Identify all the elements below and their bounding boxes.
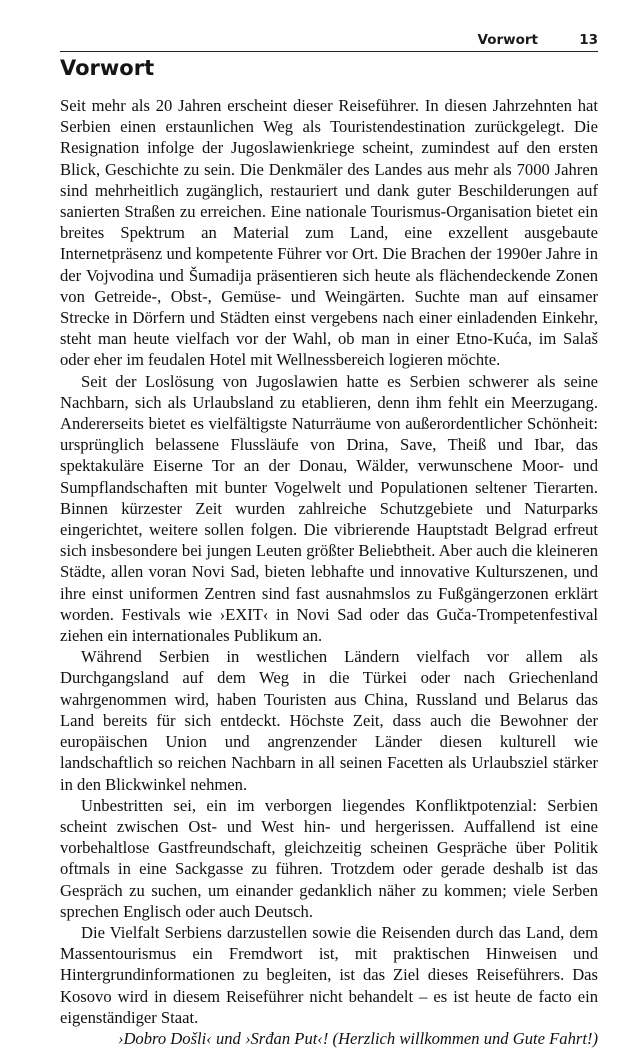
paragraph-transit: Während Serbien in westlichen Ländern vielfach vor allem als Durchgangsland auf dem Weg in die Türkei oder nach Griechenland wahrgenommen wird, haben Touristen aus China, Russland und Belarus das Land bereits für sich entdeckt. Höchste Zeit, dass auch die Bewohner der europäischen Union und angrenzender Länder diesen kulturell wie landschaftlich so reichen Nachbarn in all seinen Facetten als Urlaubsziel stärker in den Blickwinkel nehmen.: [60, 647, 598, 794]
page-number: 13: [579, 32, 598, 48]
closing-line: ›Dobro Došli‹ und ›Srđan Put‹! (Herzlich willkommen und Gute Fahrt!): [117, 1028, 598, 1048]
paragraph-purpose: Die Vielfalt Serbiens darzustellen sowie die Reisenden durch das Land, dem Massentourismus ein Fremdwort ist, mit praktischen Hinweisen und Hintergrundinformationen zu begleiten, ist das Ziel dieses Reiseführers. Das Kosovo wird in diesem Reiseführer nicht behandelt – es ist heute de facto ein eigenständiger Staat.: [60, 922, 598, 1027]
paragraph-intro: Seit mehr als 20 Jahren erscheint dieser Reiseführer. In diesen Jahrzehnten hat Serbien einen erstaunlichen Weg als Touristendestination zurückgelegt. Die Resignation infolge der Jugoslawienkriege scheint, zumindest auf den ersten Blick, Geschichte zu sein. Die Denkmäler des Landes aus mehr als 7000 Jahren sind mehrheitlich zugänglich, restauriert und dank guter Beschilderungen auf sanierten Straßen zu erreichen. Eine nationale Tourismus-Organisation bietet ein breites Spektrum an Material zum Land, eine exzellent ausgebaute Internetpräsenz und kompetente Führer vor Ort. Die Brachen der 1990er Jahre in der Vojvodina und Šumadija präsentieren sich heute als flächendeckende Zonen von Getreide-, Obst-, Gemüse- und Weingärten. Suchte man auf einsamer Strecke in Dörfern und Städten einst vergebens nach einer einladenden Einkehr, steht man heute vielfach vor der Wahl, ob man in einer Etno-Kuća, im Salaš oder eher im feudalen Hotel mit Wellnessbereich logieren möchte.: [60, 96, 598, 370]
header-rule: [60, 51, 598, 52]
running-head-title: Vorwort: [477, 32, 538, 48]
paragraph-nature: Seit der Loslösung von Jugoslawien hatte es Serbien schwerer als seine Nachbarn, sich als Urlaubsland zu etablieren, denn ihm fehlt ein Meerzugang. Andererseits bietet es vielfältigste Naturräume von außerordentlicher Schönheit: ursprünglich belassene Flussläufe von Drina, Save, Theiß und Ibar, das spektakuläre Eiserne Tor an der Donau, Wälder, verwunschene Moor- und Sumpflandschaften mit bunter Vogelwelt und Populationen seltener Tierarten. Binnen kürzester Zeit wurden zahlreiche Schutzgebiete und Naturparks eingerichtet, weitere sollen folgen. Die vibrierende Hauptstadt Belgrad erfreut sich insbesondere bei jungen Leuten größter Beliebtheit. Aber auch die kleineren Städte, allen voran Novi Sad, bieten lebhafte und innovative Kulturszenen, und ihre einst uniformen Zentren sind fast ausnahmslos zu Fußgängerzonen erklärt worden. Festivals wie ›EXIT‹ in Novi Sad oder das Guča-Trompetenfestival ziehen ein internationales Publikum an.: [60, 371, 598, 646]
chapter-title: Vorwort: [60, 56, 155, 80]
body-text: [60, 95, 598, 1049]
running-head: [60, 30, 598, 50]
paragraph-conflict: Unbestritten sei, ein im verborgen liegendes Konfliktpotenzial: Serbien scheint zwischen Ost- und West hin- und hergerissen. Auffallend ist eine vorbehaltlose Gastfreundschaft, gleichzeitig scheinen Gespräche über Politik oftmals in eine Sackgasse zu führen. Trotzdem oder gerade deshalb ist das Gespräch zu suchen, um einander gedanklich näher zu kommen; viele Serben sprechen Englisch oder auch Deutsch.: [60, 795, 598, 921]
